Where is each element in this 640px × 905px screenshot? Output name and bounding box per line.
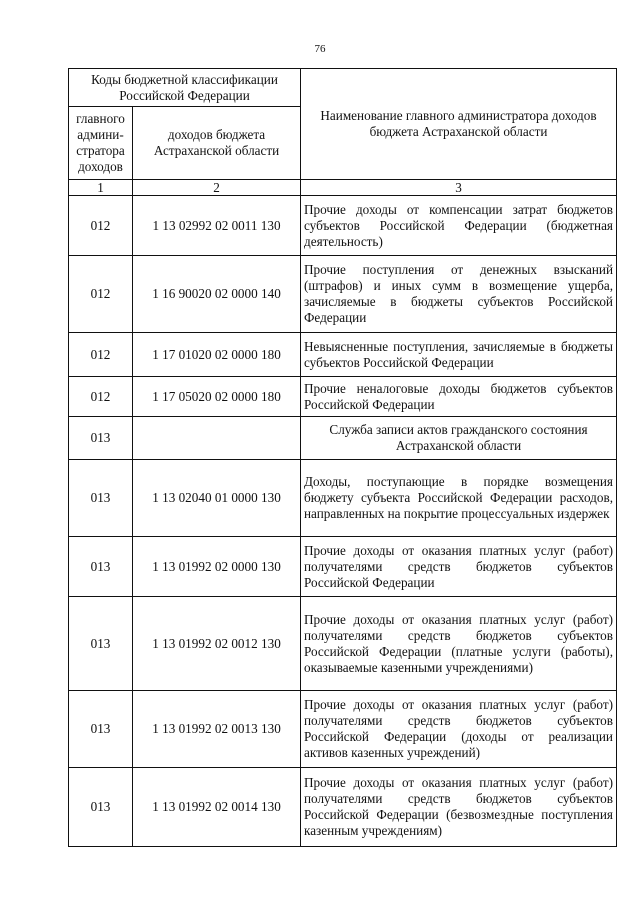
table-row (69, 196, 617, 256)
admin-code-cell: 012 (69, 333, 133, 377)
table-header-row (69, 69, 617, 107)
table-row (69, 768, 617, 847)
income-name-cell: Прочие поступления от денежных взысканий (штрафов) и иных сумм в возмещение ущерба, зачисляемые в бюджеты субъектов Российской Федерации (301, 256, 617, 333)
column-header-code: доходов бюджета Астраханской области (133, 107, 301, 180)
income-name-cell: Служба записи актов гражданского состояния Астраханской области (301, 417, 617, 460)
table-row (69, 537, 617, 597)
income-name-cell: Прочие неналоговые доходы бюджетов субъектов Российской Федерации (301, 377, 617, 417)
income-name-cell: Прочие доходы от оказания платных услуг (работ) получателями средств бюджетов субъектов Российской Федерации (301, 537, 617, 597)
column-number: 3 (301, 180, 617, 196)
admin-code-cell: 012 (69, 256, 133, 333)
income-name-cell: Доходы, поступающие в порядке возмещения бюджету субъекта Российской Федерации расходов, направленных на покрытие процессуальных издержек (301, 460, 617, 537)
table-row (69, 417, 617, 460)
group-header: Коды бюджетной классификации Российской Федерации (69, 69, 301, 107)
income-code-cell (133, 417, 301, 460)
admin-code-cell: 012 (69, 377, 133, 417)
admin-code-cell: 013 (69, 417, 133, 460)
income-code-cell: 1 13 02992 02 0011 130 (133, 196, 301, 256)
income-code-cell: 1 13 01992 02 0012 130 (133, 597, 301, 691)
admin-code-cell: 012 (69, 196, 133, 256)
admin-code-cell: 013 (69, 768, 133, 847)
income-code-cell: 1 13 01992 02 0000 130 (133, 537, 301, 597)
income-name-cell: Прочие доходы от оказания платных услуг (работ) получателями средств бюджетов субъектов Российской Федерации (безвозмездные поступления казенным учреждениям) (301, 768, 617, 847)
table-row (69, 597, 617, 691)
admin-code-cell: 013 (69, 691, 133, 768)
page-number: 76 (314, 43, 326, 55)
income-code-cell: 1 17 05020 02 0000 180 (133, 377, 301, 417)
table-row (69, 460, 617, 537)
table-row (69, 256, 617, 333)
income-code-cell: 1 13 01992 02 0014 130 (133, 768, 301, 847)
table-row (69, 333, 617, 377)
income-name-cell: Прочие доходы от компенсации затрат бюджетов субъектов Российской Федерации (бюджетная деятельность) (301, 196, 617, 256)
admin-code-cell: 013 (69, 537, 133, 597)
income-code-cell: 1 13 01992 02 0013 130 (133, 691, 301, 768)
admin-code-cell: 013 (69, 597, 133, 691)
admin-code-cell: 013 (69, 460, 133, 537)
income-name-cell: Прочие доходы от оказания платных услуг (работ) получателями средств бюджетов субъектов Российской Федерации (доходы от реализации активов казенных учреждений) (301, 691, 617, 768)
column-number: 1 (69, 180, 133, 196)
column-header-admin: главного админи-стратора доходов (69, 107, 133, 180)
column-header-name: Наименование главного администратора доходов бюджета Астраханской области (301, 69, 617, 180)
column-number: 2 (133, 180, 301, 196)
column-number-row (69, 180, 617, 196)
table-row (69, 377, 617, 417)
income-name-cell: Прочие доходы от оказания платных услуг (работ) получателями средств бюджетов субъектов Российской Федерации (платные услуги (работы), оказываемые казенными учреждениями) (301, 597, 617, 691)
income-code-cell: 1 16 90020 02 0000 140 (133, 256, 301, 333)
income-name-cell: Невыясненные поступления, зачисляемые в бюджеты субъектов Российской Федерации (301, 333, 617, 377)
table-row (69, 691, 617, 768)
budget-classification-table (68, 68, 617, 847)
income-code-cell: 1 13 02040 01 0000 130 (133, 460, 301, 537)
income-code-cell: 1 17 01020 02 0000 180 (133, 333, 301, 377)
